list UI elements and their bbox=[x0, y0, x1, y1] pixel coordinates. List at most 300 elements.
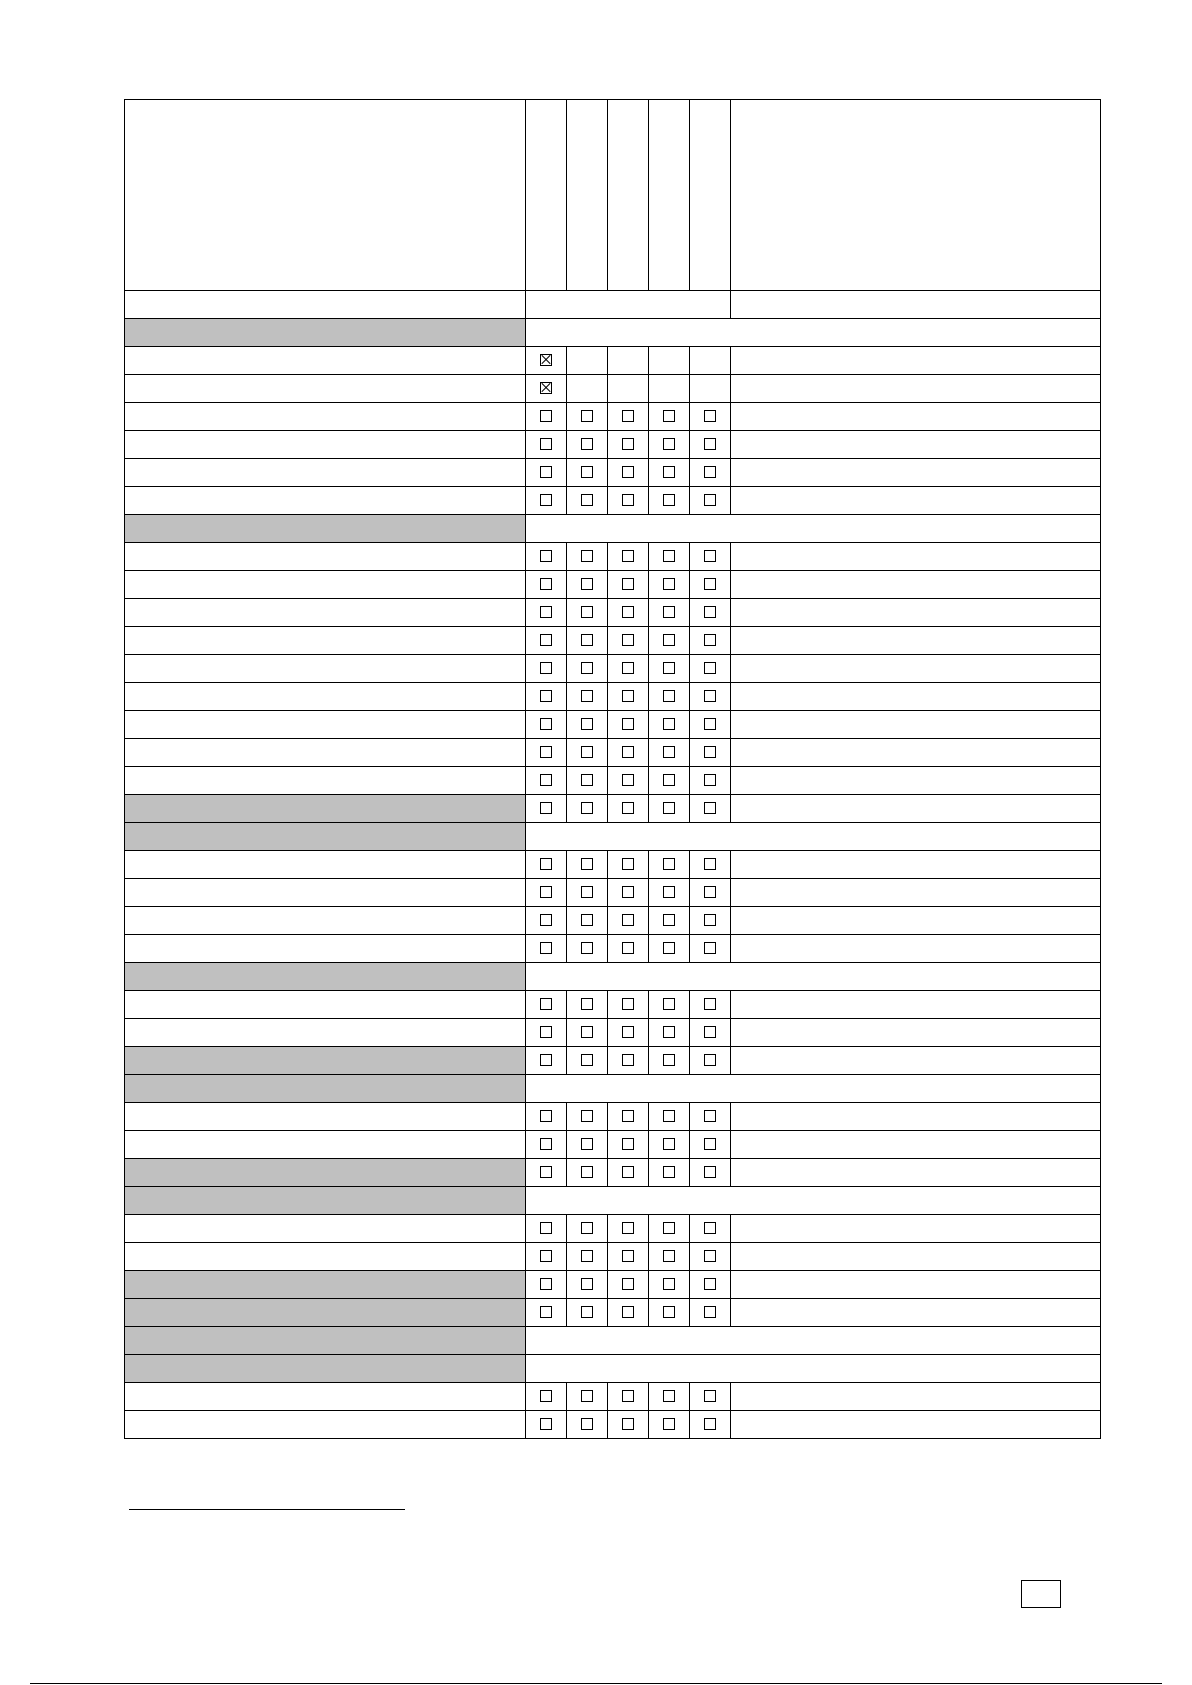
rating-cell bbox=[690, 459, 731, 487]
checkbox[interactable] bbox=[704, 1138, 716, 1150]
checkbox[interactable] bbox=[663, 410, 675, 422]
checkbox[interactable] bbox=[704, 914, 716, 926]
checkbox[interactable] bbox=[581, 1138, 593, 1150]
rating-cell bbox=[608, 599, 649, 627]
rating-cell bbox=[526, 1243, 567, 1271]
checkbox[interactable] bbox=[581, 1306, 593, 1318]
checkbox[interactable] bbox=[581, 746, 593, 758]
checkbox[interactable] bbox=[663, 606, 675, 618]
remarks-cell[interactable] bbox=[731, 1103, 1101, 1131]
checkbox[interactable] bbox=[704, 606, 716, 618]
rating-cell bbox=[526, 1159, 567, 1187]
checkbox[interactable] bbox=[704, 438, 716, 450]
rating-cell bbox=[649, 795, 690, 823]
checkbox[interactable] bbox=[581, 914, 593, 926]
checkbox[interactable] bbox=[663, 1138, 675, 1150]
question-row bbox=[125, 879, 1101, 907]
remarks-cell[interactable] bbox=[731, 1131, 1101, 1159]
rating-cell bbox=[649, 1131, 690, 1159]
row-label-cell bbox=[125, 767, 526, 795]
checkbox[interactable] bbox=[581, 802, 593, 814]
checkbox[interactable] bbox=[540, 1138, 552, 1150]
rating-cell bbox=[690, 1019, 731, 1047]
checkbox[interactable] bbox=[540, 578, 552, 590]
remarks-cell[interactable] bbox=[731, 403, 1101, 431]
checkbox[interactable] bbox=[663, 662, 675, 674]
rating-cell bbox=[649, 739, 690, 767]
checkbox[interactable] bbox=[581, 410, 593, 422]
checkbox[interactable] bbox=[704, 998, 716, 1010]
remarks-cell[interactable] bbox=[731, 683, 1101, 711]
remarks-cell[interactable] bbox=[731, 627, 1101, 655]
remarks-cell[interactable] bbox=[731, 711, 1101, 739]
checkbox[interactable] bbox=[663, 1222, 675, 1234]
checkbox[interactable] bbox=[663, 1026, 675, 1038]
checkbox[interactable] bbox=[704, 550, 716, 562]
rating-cell bbox=[526, 487, 567, 515]
rating-cell bbox=[690, 683, 731, 711]
row-label-cell bbox=[125, 879, 526, 907]
checkbox[interactable] bbox=[622, 550, 634, 562]
question-row bbox=[125, 1411, 1101, 1439]
checkbox[interactable] bbox=[540, 1278, 552, 1290]
section-row bbox=[125, 1327, 1101, 1355]
checkbox[interactable] bbox=[622, 1390, 634, 1402]
checkbox[interactable] bbox=[581, 1390, 593, 1402]
question-row bbox=[125, 1131, 1101, 1159]
checkbox[interactable] bbox=[581, 1026, 593, 1038]
rating-cell bbox=[526, 599, 567, 627]
rating-cell bbox=[526, 879, 567, 907]
checkbox[interactable] bbox=[663, 1166, 675, 1178]
checkbox[interactable] bbox=[663, 998, 675, 1010]
checkbox[interactable] bbox=[663, 550, 675, 562]
remarks-cell[interactable] bbox=[731, 1383, 1101, 1411]
section-fill-cell bbox=[526, 515, 1101, 543]
rating-cell bbox=[526, 795, 567, 823]
rating-cell bbox=[608, 1271, 649, 1299]
checkbox[interactable] bbox=[622, 466, 634, 478]
row-label-cell bbox=[125, 683, 526, 711]
checkbox[interactable] bbox=[581, 466, 593, 478]
checkbox[interactable] bbox=[622, 858, 634, 870]
checkbox[interactable] bbox=[540, 438, 552, 450]
remarks-cell[interactable] bbox=[731, 935, 1101, 963]
remarks-cell[interactable] bbox=[731, 1159, 1101, 1187]
remarks-cell[interactable] bbox=[731, 655, 1101, 683]
section-row bbox=[125, 515, 1101, 543]
checkbox[interactable] bbox=[704, 634, 716, 646]
checkbox[interactable] bbox=[704, 1054, 716, 1066]
row-label-cell bbox=[125, 459, 526, 487]
checkbox[interactable] bbox=[704, 1418, 716, 1430]
checkbox[interactable] bbox=[704, 718, 716, 730]
checkbox[interactable] bbox=[704, 1026, 716, 1038]
checkbox[interactable] bbox=[704, 662, 716, 674]
rating-cell bbox=[649, 403, 690, 431]
rating-cell bbox=[649, 655, 690, 683]
checkbox[interactable] bbox=[622, 1306, 634, 1318]
checkbox[interactable] bbox=[704, 578, 716, 590]
checkbox[interactable] bbox=[704, 690, 716, 702]
rating-header-cell bbox=[649, 100, 690, 291]
checkbox[interactable] bbox=[663, 1390, 675, 1402]
checkbox[interactable] bbox=[540, 1418, 552, 1430]
remarks-cell[interactable] bbox=[731, 1243, 1101, 1271]
checkbox[interactable] bbox=[581, 942, 593, 954]
checkbox[interactable] bbox=[540, 606, 552, 618]
remarks-cell[interactable] bbox=[731, 1047, 1101, 1075]
question-row bbox=[125, 1215, 1101, 1243]
checkbox[interactable] bbox=[540, 662, 552, 674]
rating-cell bbox=[526, 1299, 567, 1327]
checkbox[interactable] bbox=[663, 438, 675, 450]
checked-checkbox[interactable] bbox=[540, 354, 552, 366]
checkbox[interactable] bbox=[622, 634, 634, 646]
checkbox[interactable] bbox=[581, 1418, 593, 1430]
checkbox[interactable] bbox=[581, 1222, 593, 1234]
checkbox[interactable] bbox=[581, 998, 593, 1010]
section-label-cell bbox=[125, 1187, 526, 1215]
rating-cell bbox=[526, 1019, 567, 1047]
checkbox[interactable] bbox=[622, 942, 634, 954]
checkbox[interactable] bbox=[663, 466, 675, 478]
checkbox[interactable] bbox=[622, 1278, 634, 1290]
checkbox[interactable] bbox=[540, 1166, 552, 1178]
checkbox[interactable] bbox=[704, 410, 716, 422]
question-row bbox=[125, 431, 1101, 459]
rating-cell bbox=[649, 991, 690, 1019]
checkbox[interactable] bbox=[540, 466, 552, 478]
rating-cell bbox=[567, 851, 608, 879]
checkbox[interactable] bbox=[581, 578, 593, 590]
question-row bbox=[125, 1383, 1101, 1411]
header-row bbox=[125, 100, 1101, 291]
checkbox[interactable] bbox=[663, 774, 675, 786]
question-row bbox=[125, 1103, 1101, 1131]
rating-cell bbox=[608, 1131, 649, 1159]
remarks-cell[interactable] bbox=[731, 879, 1101, 907]
checkbox[interactable] bbox=[663, 914, 675, 926]
checkbox[interactable] bbox=[704, 494, 716, 506]
question-row bbox=[125, 347, 1101, 375]
checkbox[interactable] bbox=[540, 1390, 552, 1402]
remarks-cell[interactable] bbox=[731, 1019, 1101, 1047]
remarks-cell[interactable] bbox=[731, 851, 1101, 879]
question-row bbox=[125, 851, 1101, 879]
checkbox[interactable] bbox=[540, 746, 552, 758]
checkbox[interactable] bbox=[622, 746, 634, 758]
rating-cell bbox=[526, 907, 567, 935]
row-label-cell bbox=[125, 100, 526, 291]
checkbox[interactable] bbox=[622, 1026, 634, 1038]
question-row bbox=[125, 1047, 1101, 1075]
row-label-cell bbox=[125, 431, 526, 459]
row-label-cell bbox=[125, 1411, 526, 1439]
section-label-cell bbox=[125, 515, 526, 543]
form-table-body bbox=[125, 100, 1101, 1439]
checkbox[interactable] bbox=[581, 858, 593, 870]
checkbox[interactable] bbox=[663, 1250, 675, 1262]
remarks-cell[interactable] bbox=[731, 907, 1101, 935]
checkbox[interactable] bbox=[704, 1166, 716, 1178]
rating-cell bbox=[567, 1299, 608, 1327]
checkbox[interactable] bbox=[663, 690, 675, 702]
question-row bbox=[125, 375, 1101, 403]
remarks-cell[interactable] bbox=[731, 459, 1101, 487]
row-label-cell bbox=[125, 1271, 526, 1299]
question-row bbox=[125, 1299, 1101, 1327]
checkbox[interactable] bbox=[622, 718, 634, 730]
rating-cell bbox=[567, 711, 608, 739]
rating-cell bbox=[690, 907, 731, 935]
rating-cell bbox=[567, 1103, 608, 1131]
rating-header-cell bbox=[567, 100, 608, 291]
row-label-cell bbox=[125, 375, 526, 403]
remarks-cell[interactable] bbox=[731, 1299, 1101, 1327]
checkbox[interactable] bbox=[622, 914, 634, 926]
rating-cell bbox=[690, 1159, 731, 1187]
rating-cell bbox=[690, 375, 731, 403]
rating-cell bbox=[567, 879, 608, 907]
checkbox[interactable] bbox=[540, 886, 552, 898]
checkbox[interactable] bbox=[540, 998, 552, 1010]
checkbox[interactable] bbox=[622, 494, 634, 506]
checkbox[interactable] bbox=[622, 1054, 634, 1066]
checkbox[interactable] bbox=[540, 718, 552, 730]
checkbox[interactable] bbox=[704, 1278, 716, 1290]
rating-cell bbox=[608, 851, 649, 879]
checkbox[interactable] bbox=[663, 1054, 675, 1066]
checkbox[interactable] bbox=[622, 606, 634, 618]
checkbox[interactable] bbox=[540, 774, 552, 786]
checkbox[interactable] bbox=[622, 1138, 634, 1150]
checkbox[interactable] bbox=[540, 410, 552, 422]
row-label-cell bbox=[125, 1383, 526, 1411]
rating-cell bbox=[649, 1103, 690, 1131]
checkbox[interactable] bbox=[663, 802, 675, 814]
row-label-cell bbox=[125, 543, 526, 571]
rating-cell bbox=[649, 599, 690, 627]
section-fill-cell bbox=[526, 1075, 1101, 1103]
remarks-cell[interactable] bbox=[731, 1215, 1101, 1243]
rating-cell bbox=[649, 1411, 690, 1439]
remarks-cell[interactable] bbox=[731, 571, 1101, 599]
checkbox[interactable] bbox=[581, 774, 593, 786]
row-label-cell bbox=[125, 1215, 526, 1243]
rating-cell bbox=[690, 1411, 731, 1439]
section-label-cell bbox=[125, 1355, 526, 1383]
rating-cell bbox=[608, 767, 649, 795]
checkbox[interactable] bbox=[704, 746, 716, 758]
checkbox[interactable] bbox=[663, 1418, 675, 1430]
checkbox[interactable] bbox=[581, 886, 593, 898]
checkbox[interactable] bbox=[540, 942, 552, 954]
rating-cell bbox=[649, 711, 690, 739]
rating-cell bbox=[690, 487, 731, 515]
checkbox[interactable] bbox=[540, 858, 552, 870]
rating-cell bbox=[526, 1131, 567, 1159]
checked-checkbox[interactable] bbox=[540, 382, 552, 394]
rating-cell bbox=[567, 683, 608, 711]
form-table bbox=[124, 99, 1101, 1439]
question-row bbox=[125, 655, 1101, 683]
checkbox[interactable] bbox=[622, 662, 634, 674]
rating-cell bbox=[567, 1159, 608, 1187]
checkbox[interactable] bbox=[622, 1166, 634, 1178]
question-row bbox=[125, 403, 1101, 431]
row-label-cell bbox=[125, 851, 526, 879]
question-row bbox=[125, 683, 1101, 711]
checkbox[interactable] bbox=[581, 718, 593, 730]
checkbox[interactable] bbox=[622, 998, 634, 1010]
rating-cell bbox=[567, 1047, 608, 1075]
checkbox[interactable] bbox=[663, 494, 675, 506]
question-row bbox=[125, 711, 1101, 739]
checkbox[interactable] bbox=[704, 1306, 716, 1318]
remarks-cell[interactable] bbox=[731, 795, 1101, 823]
rating-cell bbox=[526, 403, 567, 431]
remarks-cell[interactable] bbox=[731, 375, 1101, 403]
remarks-cell[interactable] bbox=[731, 1411, 1101, 1439]
rating-cell bbox=[649, 879, 690, 907]
checkbox[interactable] bbox=[581, 494, 593, 506]
checkbox[interactable] bbox=[581, 438, 593, 450]
checkbox[interactable] bbox=[704, 858, 716, 870]
remarks-cell[interactable] bbox=[731, 1271, 1101, 1299]
checkbox[interactable] bbox=[540, 802, 552, 814]
checkbox[interactable] bbox=[581, 1110, 593, 1122]
checkbox[interactable] bbox=[540, 1110, 552, 1122]
checkbox[interactable] bbox=[540, 550, 552, 562]
checkbox[interactable] bbox=[622, 578, 634, 590]
checkbox[interactable] bbox=[704, 774, 716, 786]
row-label-cell bbox=[125, 795, 526, 823]
checkbox[interactable] bbox=[540, 1054, 552, 1066]
remarks-cell[interactable] bbox=[731, 599, 1101, 627]
rating-cell bbox=[649, 935, 690, 963]
checkbox[interactable] bbox=[540, 914, 552, 926]
checkbox[interactable] bbox=[581, 1166, 593, 1178]
checkbox[interactable] bbox=[622, 690, 634, 702]
checkbox[interactable] bbox=[622, 886, 634, 898]
rating-cell bbox=[567, 431, 608, 459]
checkbox[interactable] bbox=[704, 886, 716, 898]
checkbox[interactable] bbox=[540, 494, 552, 506]
checkbox[interactable] bbox=[704, 1390, 716, 1402]
checkbox[interactable] bbox=[622, 802, 634, 814]
row-label-cell bbox=[125, 1131, 526, 1159]
checkbox[interactable] bbox=[581, 550, 593, 562]
checkbox[interactable] bbox=[622, 438, 634, 450]
rating-cell bbox=[608, 571, 649, 599]
checkbox[interactable] bbox=[540, 1306, 552, 1318]
checkbox[interactable] bbox=[663, 886, 675, 898]
remarks-cell[interactable] bbox=[731, 767, 1101, 795]
remarks-cell[interactable] bbox=[731, 991, 1101, 1019]
checkbox[interactable] bbox=[663, 1306, 675, 1318]
remarks-cell[interactable] bbox=[731, 347, 1101, 375]
rating-cell bbox=[567, 375, 608, 403]
checkbox[interactable] bbox=[622, 1222, 634, 1234]
checkbox[interactable] bbox=[663, 858, 675, 870]
row-label-cell bbox=[125, 1019, 526, 1047]
checkbox[interactable] bbox=[704, 1250, 716, 1262]
rating-cell bbox=[690, 767, 731, 795]
checkbox[interactable] bbox=[581, 1278, 593, 1290]
rating-cell bbox=[608, 1299, 649, 1327]
remarks-cell[interactable] bbox=[731, 431, 1101, 459]
remarks-cell[interactable] bbox=[731, 487, 1101, 515]
checkbox[interactable] bbox=[663, 1110, 675, 1122]
rating-cell bbox=[567, 1131, 608, 1159]
checkbox[interactable] bbox=[540, 690, 552, 702]
page-number-box bbox=[1021, 1580, 1061, 1608]
checkbox[interactable] bbox=[581, 606, 593, 618]
remarks-cell[interactable] bbox=[731, 543, 1101, 571]
checkbox[interactable] bbox=[581, 634, 593, 646]
checkbox[interactable] bbox=[622, 1250, 634, 1262]
rating-cell bbox=[690, 1131, 731, 1159]
checkbox[interactable] bbox=[581, 1250, 593, 1262]
checkbox[interactable] bbox=[704, 1110, 716, 1122]
checkbox[interactable] bbox=[540, 1026, 552, 1038]
checkbox[interactable] bbox=[663, 1278, 675, 1290]
rating-cell bbox=[649, 1047, 690, 1075]
footnote-separator bbox=[129, 1509, 405, 1510]
rating-cell bbox=[526, 767, 567, 795]
rating-cell bbox=[567, 543, 608, 571]
checkbox[interactable] bbox=[663, 942, 675, 954]
checkbox[interactable] bbox=[704, 942, 716, 954]
checkbox[interactable] bbox=[704, 802, 716, 814]
section-fill-cell bbox=[526, 1187, 1101, 1215]
checkbox[interactable] bbox=[622, 774, 634, 786]
row-label-cell bbox=[125, 935, 526, 963]
rating-cell bbox=[690, 935, 731, 963]
checkbox[interactable] bbox=[704, 466, 716, 478]
rating-cell bbox=[567, 907, 608, 935]
rating-cell bbox=[649, 851, 690, 879]
rating-cell bbox=[526, 1103, 567, 1131]
rating-cell bbox=[690, 1383, 731, 1411]
rating-cell bbox=[608, 711, 649, 739]
checkbox[interactable] bbox=[663, 634, 675, 646]
question-row bbox=[125, 767, 1101, 795]
checkbox[interactable] bbox=[663, 578, 675, 590]
rating-cell bbox=[526, 1215, 567, 1243]
remarks-cell[interactable] bbox=[731, 739, 1101, 767]
checkbox[interactable] bbox=[540, 1250, 552, 1262]
checkbox[interactable] bbox=[581, 690, 593, 702]
checkbox[interactable] bbox=[540, 634, 552, 646]
rating-cell bbox=[526, 711, 567, 739]
rating-cell bbox=[567, 571, 608, 599]
checkbox[interactable] bbox=[704, 1222, 716, 1234]
checkbox[interactable] bbox=[540, 1222, 552, 1234]
checkbox[interactable] bbox=[622, 1418, 634, 1430]
checkbox[interactable] bbox=[663, 718, 675, 730]
checkbox[interactable] bbox=[663, 746, 675, 758]
rating-cell bbox=[690, 655, 731, 683]
rating-cell bbox=[526, 347, 567, 375]
checkbox[interactable] bbox=[581, 1054, 593, 1066]
checkbox[interactable] bbox=[622, 1110, 634, 1122]
rating-cell bbox=[567, 655, 608, 683]
question-row bbox=[125, 907, 1101, 935]
checkbox[interactable] bbox=[622, 410, 634, 422]
checkbox[interactable] bbox=[581, 662, 593, 674]
